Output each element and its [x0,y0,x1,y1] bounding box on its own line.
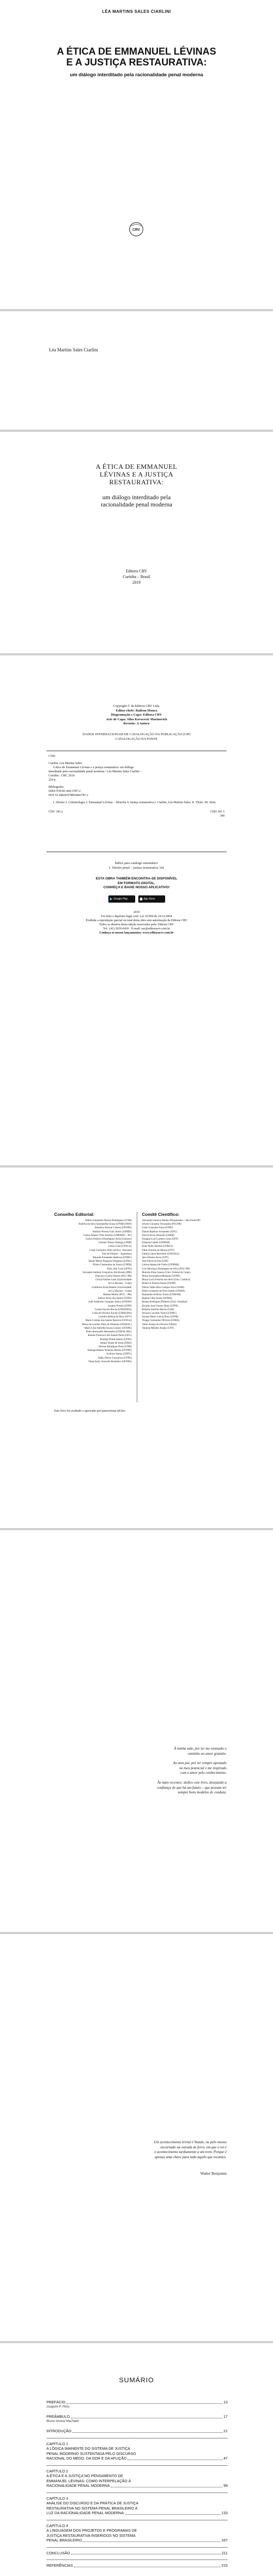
committee-member: Carmen Tereza Velanga (UNIR) [98,1242,132,1245]
catalog-line: interditado pela racionalidade penal moderna / Léa Martins Sales Ciarlini – [49,770,142,773]
chapter-title-line: A LÓGICA IMANENTE DO SISTEMA DE JUSTIÇA [46,2446,131,2451]
committee-member: Larissa Aparecida Vieira (UNIPAR) [142,1264,180,1267]
ebook-notice [46,877,227,890]
toc-page-number: 47 [223,2456,228,2461]
ebook-line: EM FORMATO DIGITAL. [118,881,155,885]
toc-entry[interactable] [46,2563,228,2568]
subjects-line: 1. Direito 2. Criminologia 3. Emmanuel Lévinas – filosofia 4. Justiça restaurativa I. Ciarlini, Léa Martins Sales. II. Título. III. Série. [53,801,217,804]
committee-member: Luiz Henrique Domingues da Silva (PUC-PR) [142,1267,190,1270]
toc-page-number: 99 [223,2483,228,2488]
book-title-line: A ÉTICA DE EMMANUEL [95,463,178,470]
credit-line: Revisão: A Autora [123,722,150,725]
committee-member: Jailson Alves dos Santos (UFRJ) [98,1297,132,1300]
book-subtitle-line: um diálogo interditado pela [102,494,171,501]
toc-label: CONCLUSÃO [46,2550,70,2555]
committee-member: Deivid Alves Almeida (UNEB) [142,1234,174,1237]
editorial-board-heading: Conselho Editorial: [54,1212,94,1217]
committee-member: Elizeu Clementino de Souza (UNEB) [93,1264,132,1267]
committee-member: Vanessa Mendes Araújo (UFF) [142,1327,174,1330]
committee-member: Celso Conti (UFSCar) [108,1245,132,1248]
toc-label: PREÂMBULO [46,2414,70,2419]
committee-member: Francisco Carlos Duarte (PUC-PR) [95,1275,132,1278]
cdd-code-secondary: 340 [220,815,224,818]
credits-block [46,704,227,726]
editorial-board-list [54,1219,132,1364]
epigraph-page [0,1934,273,2341]
committee-member: Maria Cristina dos Santos Bezerra (UFSCar) [85,1319,132,1323]
catalog-heading [46,733,227,741]
dedication-line: À minha mãe, por ter me ensinado o [174,1747,227,1751]
catalog-line: 224 p. [49,778,56,782]
cover-author: LÉA MARTINS SALES CIARLINI [102,9,171,14]
credit-line: Arte de Capa: Silzo Kovacevic Marinovich [106,717,167,721]
catalog-line: Curitiba : CRV, 2019. [49,774,75,777]
committee-member: Maria Lucia Ferreira dos Reis (Univ. Católica) [142,1279,190,1282]
committee-member: Tania Suely Azevedo Brasileiro (UFOPA) [88,1360,132,1363]
toc-chapter[interactable] [46,2469,228,2488]
committee-member: Solange Helena Ximenes-Rocha (UFOPA) [87,1349,132,1352]
google-play-label: Google Play [114,897,128,901]
committee-member: Nilson Tadeu Reis Campos Silva (UEM) [142,1286,184,1289]
committee-member: Renato Francisco dos Santos Paula (UFG) [88,1334,132,1337]
committee-member: Celso Gonzalez Fiuza (UFRJ) [142,1227,173,1230]
committee-member: Élsio José Corá (UFFS) [107,1267,132,1270]
cdu-code: CDU 343.2 [49,810,63,814]
dedication-page [0,1530,273,1932]
footer-line: Conheça os nossos lançamentos: www.editoracrv.com.br [99,931,174,935]
summary-title: SUMÁRIO [119,2376,154,2384]
credit-line: Editor-chefe: Railson Moura [116,708,157,713]
committee-member: Sydione Santos (UEPG) [106,1353,132,1356]
toc-label: REFERÊNCIAS [46,2563,73,2568]
isbn: ISBN 978-85-444-3787-2 [49,790,81,793]
toc-page-number: 215 [221,2563,228,2568]
dedication-line: no meu potencial e me inspirado [179,1766,227,1770]
cover-title-line: A ÉTICA DE EMMANUEL LÉVINAS [57,46,216,57]
crv-logo-text: CRV [132,228,140,232]
committee-member: Elione Maria Nogueira Diogenes (UFAL) [88,1260,132,1263]
committee-member: de La Havana – Cuba) [108,1282,132,1285]
book-title-line: RESTAURATIVA: [109,478,164,486]
catalog-heading-line: DADOS INTERNACIONAIS DE CATALOGAÇÃO NA PUBLICAÇÃO (CIP) [83,733,190,736]
toc-author: Joaquim P. Pires [46,2405,70,2409]
committee-member: Rodrigo Pratte-Santos (UFES) [100,1338,132,1341]
table-of-contents [46,2400,228,2568]
committee-member: Lídia de Oliveira Xavier (UNIEURO) [92,1312,132,1315]
chapter-title-line: EMMANUEL LÉVINAS: COMO INTERPELAÇÃO À [46,2478,131,2483]
ebook-line: CONHEÇA E BAIXE NOSSO APLICATIVO! [103,886,170,889]
committee-member: Eduardo Cambi (UNIPAR) [142,1242,170,1245]
chapter-title-line: ANÁLISE DO DISCURSO E DA PRÁTICA DE JUSTIÇA [46,2501,139,2505]
committee-member: Douglas Luís Cardoso Lima (UFF) [142,1238,179,1241]
credit-line: Diagramação e Capa: Editora CRV [111,713,162,717]
chapter-title-line: JUSTIÇA RESTAURATIVA INSERIDOS NO SISTEMA [46,2533,136,2538]
legal-footer [46,910,227,935]
committees-page [0,1167,273,1528]
chapter-number: CAPÍTULO 1 [46,2441,68,2446]
committee-member: Cesar Gerónimo Tello (Univer .Nacional [89,1249,132,1252]
committee-member: Alvaro Gonzalez Fernandez (PUCPR) [142,1223,182,1226]
committee-member: Fátima Gama Bortoloto (UNIVALI) [142,1252,180,1256]
toc-leader [72,2432,222,2433]
footer-line: Foi feito o depósito legal conf. Lei 10.994 de 14/12/2004 [101,915,172,918]
committee-member: Guillermo Arias Beatón (Universidade [91,1286,132,1289]
committee-member: Valter Araújo de Oliveira (UERJ) [142,1323,176,1326]
toc-entry[interactable] [46,2551,228,2556]
committee-member: José Flávio da Paz (USP) [142,1260,168,1263]
toc-leader [83,2541,220,2542]
toc-divider [46,2547,228,2548]
chapter-title-line: RACIONALIDADE PENAL MODERNA [46,2483,110,2488]
classification-row [49,810,224,814]
committee-member: Roberto Antônio Barros (UnB) [142,1308,174,1311]
toc-leader [67,2403,222,2404]
committee-member: Maria de Lourdes Pinto de Almeida (UNOESC) [82,1323,132,1326]
chapter-title-line: PENAL MODERNO SUSTENTADA PELO DISCURSO [46,2451,136,2456]
toc-label: INTRODUÇÃO [46,2429,72,2433]
doi: DOI 10.24824/978854443787.2 [49,794,88,797]
dedication-line: Às mais recentes: dedico este livro, desejando a [157,1781,227,1785]
publisher-city: Curitiba – Brasil [122,574,151,579]
cover-title [15,46,258,68]
dedication-line: com o amor pelo conhecimento. [180,1771,227,1775]
catalog-line: Ciarlini, Léa Martins Sales. [49,762,83,765]
dedication-line: confiança de que há um futuro – que possam ter [157,1785,227,1790]
committee-member: Regina Célia Souza (UFMA) [142,1297,172,1300]
index-heading: Índice para catálogo sistemático [115,861,158,865]
committee-member: Anselmo Alencar Colares (UFOPA) [94,1227,132,1230]
committee-member: Suzana Maria Garcia Pires (UFPR) [142,1316,179,1319]
systematic-index [46,861,227,870]
committee-member: Carlos Federico Dominguez Avila (Unieuro) [85,1238,132,1241]
copyright-page [0,655,273,1165]
toc-chapter[interactable] [46,2496,228,2516]
toc-leader [125,2514,220,2515]
toc-label: PREFÁCIO [46,2400,66,2404]
catalog-heading-line: CATALOGAÇÃO NA FONTE [115,737,158,741]
store-badges [108,895,165,903]
committee-member: Silvana Carvalho Vieira (UFMG) [142,1312,176,1315]
toc-divider [46,2465,228,2466]
committee-member: Jairo Pereira Alves (UFF) [142,1257,169,1260]
committee-member: Sérgio Nunes de Jesus (IFRO) [100,1342,132,1345]
chapter-title-line: RESTAURATIVA NO SISTEMA PENAL BRASILEIRO À [46,2505,138,2511]
toc-author: Bruno Amaral Machado [46,2419,79,2423]
committee-member: Gloria Fariñas León (Universidade [95,1279,132,1282]
committee-member: Alexandre Saraiva Dantas (Pesquisador – São Paulo/SP) [142,1219,201,1222]
catalog-line: A ética de Emmanuel Lévinas e a justiça restaurativa: um diálogo [53,766,134,769]
committee-member: João Adalberto Campato Junior (UNESP) [88,1301,132,1304]
toc-entry[interactable] [46,2429,228,2434]
author-name: Léa Martins Sales Ciarlini [49,347,98,352]
credit-line: Copyright © da Editora CRV Ltda. [113,704,160,708]
committee-member: Renata Rodrigues Pinheiro (Univ. Estadual) [142,1301,187,1304]
toc-page-number: 133 [221,2511,228,2515]
committee-member: Carlos Alberto Vilar Estêvão (UMINHO – PT) [83,1234,132,1237]
catalog-line: C566 [49,755,56,758]
play-icon [110,897,113,901]
epigraph-line: o acontecimento tardiamente a um trem. Porque é [154,2150,227,2154]
cover-subtitle: um diálogo interditado pela racionalidade penal moderna [70,72,203,78]
toc-page-number: 21 [223,2429,228,2433]
book-subtitle [72,494,201,508]
committee-member: de La Havana – Cuba) [108,1290,132,1293]
publisher-block [0,568,273,585]
toc-entry[interactable] [46,2400,228,2410]
crv-logo-icon [129,222,144,237]
committee-member: Pedro Leonardo da Silva Santos (UEMA) [142,1290,185,1293]
committee-member: Eduardo Fernandes Barbosa (UFMG) [92,1257,132,1260]
chapter-title-line: RACIONAL DO MEDO, DA DOR E DA AFLIÇÃO [46,2456,127,2461]
committee-member: Marcelo Pinto Soares (Univ. Federal de Goiás) [142,1271,190,1274]
committee-member: Ricardo José Gomes Diniz (UFPE) [142,1304,179,1308]
committee-member: Tadeu Oliver Gonçalves (UFPA) [98,1357,132,1360]
toc-chapter[interactable] [46,2523,228,2543]
ebook-line: ESTA OBRA TAMBÉM ENCONTRA-SE DISPONÍVEL [95,877,178,880]
committee-member: Leonel Severo Rocha (UNISINOS) [95,1308,132,1311]
review-note: Este livro foi avaliado e aprovado por pareceristas ad hoc. [54,1410,126,1413]
committee-member: Antônio Pereira Gaio Júnior (UFRRJ) [92,1230,132,1233]
dedication-paragraph [129,1781,227,1795]
committee-member: Simone Rodrigues Pinto (UNB) [98,1345,132,1348]
dedication-line: sempre bons modelos de conduta. [178,1790,227,1794]
committee-member: Aldira Guimarães Duarte Domínguez (UNB) [85,1219,132,1222]
chapter-title-line: A ÉTICA E A JUSTIÇA NO PENSAMENTO DE [46,2473,123,2478]
committee-member: Paulo Romualdo Hernandes (UNIFAL-MG) [86,1331,132,1334]
epigraph-author: Walter Benjamin [200,2171,227,2176]
book-title-line: LÉVINAS E A JUSTIÇA [100,470,173,478]
cover-title-line: E A JUSTIÇA RESTAURATIVA: [66,57,207,68]
committee-member: Maria Auxiliadora Mesquita (UFPB) [142,1275,180,1278]
catalog-card [46,751,227,852]
committee-member: Josania Portela (UFPI) [108,1304,132,1308]
scientific-committee-list [142,1219,230,1330]
author-page [0,311,273,430]
app-store-badge[interactable] [138,895,165,903]
publish-year: 2019 [132,580,141,585]
title-page [0,432,273,653]
committee-member: Elias Pedro Salomé (UFRGS) [142,1245,173,1248]
book-title [67,463,206,486]
apple-icon [140,897,142,901]
epigraph-line: Um acontecimento trivial é Natale, ou pelo menos [154,2140,227,2144]
epigraph-line: encarnado na estrada de ferro, em que o rei é [160,2145,227,2149]
toc-entry[interactable] [46,2414,228,2424]
chapter-title-line: PENAL BRASILEIRO [46,2538,82,2543]
committee-member: Daniel Ramirez Fernandez (UFU) [142,1230,178,1233]
app-store-label: App Store [143,897,155,901]
footer-line: 2019 [133,911,140,914]
dedication-line: caminho ao amor gratuito. [187,1751,227,1756]
toc-chapter[interactable] [46,2442,228,2461]
chapter-number: CAPÍTULO 2 [46,2468,68,2473]
committee-member: Fernando Antônio Gonçalves Alcoforado (IPB) [83,1271,132,1274]
footer-line: Proibida a reprodução parcial ou total desta obra sem autorização da Editora CRV [86,919,187,922]
biblio-line: Bibliografia [49,786,63,789]
summary-page [0,2343,273,2576]
committee-member: Fábio Ferreira de Moura (UFT) [142,1249,175,1252]
google-play-badge[interactable] [108,895,135,903]
toc-page-number: 13 [223,2400,228,2404]
epigraph-text [92,2140,227,2160]
toc-page-number: 211 [221,2550,228,2555]
footer-line: Todos os direitos desta edição reservados pela: Editora CRV [99,923,174,926]
book-subtitle-line: racionalidade penal moderna [101,501,172,508]
chapter-number: CAPÍTULO 3 [46,2496,68,2501]
scientific-committee-heading: Comitê Científico: [142,1212,180,1217]
committee-member: Andréia da Silva Quintanilha Sousa (UNIR/UFRN) [78,1223,132,1226]
dedication-paragraph [129,1747,227,1756]
chapter-title-line: LUZ DA RACIONALIDADE PENAL MODERNA [46,2511,124,2515]
publisher-name: Editora CRV [125,569,148,573]
committee-member: Helmut Muller (PUC – PR) [103,1294,132,1297]
committee-member: Thiago Guimarães Oliveira (UFBA) [142,1319,180,1323]
footer-line: Tel.: (41) 3039-6418 - E-mail: sac@editoracrv.com.br [103,927,170,930]
committee-member: Três de Febrero – Argentina) [102,1252,132,1256]
committee-member: Lourdes Helena da Silva (UFV) [99,1316,132,1319]
toc-page-number: 167 [221,2538,228,2543]
chapter-title-line: A LINGUAGEM DOS PROJETOS E PROGRAMAS DE [46,2528,137,2533]
cdd-code: CDD 341.5 [210,810,224,814]
epigraph-line: apenas uma chave para tudo aquilo que tocamos. [154,2155,227,2159]
committee-member: Mauricio Pereira Nunes (UENP) [142,1282,176,1285]
dedication-line: Ao meu pai, por ter sempre apostado [173,1761,227,1765]
cover-page [0,0,273,309]
index-entry: 1. Direito penal – justiça restaurativa 341 [108,866,165,870]
committee-member: Raimundo de Brito Torres (UNIFOR) [142,1294,181,1297]
chapter-number: CAPÍTULO 4 [46,2523,68,2528]
toc-page-number: 17 [223,2414,228,2419]
dedication-paragraph [129,1761,227,1776]
committee-member: Maria Lília Imbiriba Sousa Colares (UFOPA) [84,1327,132,1330]
